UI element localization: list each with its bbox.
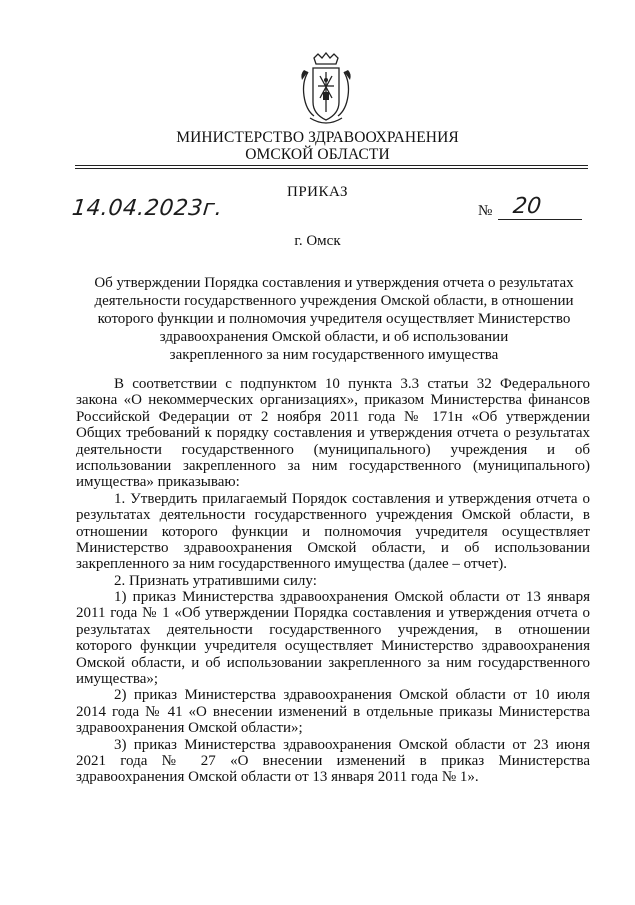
body-line: 1) приказ Министерства здравоохранения Омской области от 13 января bbox=[114, 589, 590, 606]
body-line: 3) приказ Министерства здравоохранения Омской области от 23 июня bbox=[114, 736, 590, 753]
city: г. Омск bbox=[294, 233, 341, 249]
title-line: которого функции и полномочия учредителя осуществляет Министерство bbox=[97, 311, 571, 327]
title-line: здравоохранения Омской области, и об использовании bbox=[159, 329, 509, 345]
number-sign: № bbox=[478, 203, 493, 219]
body-line: имущества»; bbox=[76, 671, 159, 688]
body-line: В соответствии с подпунктом 10 пункта 3.3 статьи 32 Федерального bbox=[114, 376, 590, 392]
body-line: результатах деятельности государственного учреждения Омской области, в bbox=[76, 507, 590, 524]
body-line: 2021 года № 27 «О внесении изменений в приказ Министерства bbox=[76, 752, 590, 769]
ministry-name-line1: МИНИСТЕРСТВО ЗДРАВООХРАНЕНИЯ bbox=[176, 129, 459, 146]
ministry-name-line2: ОМСКОЙ ОБЛАСТИ bbox=[245, 146, 390, 163]
body-line: 1. Утвердить прилагаемый Порядок составления и утверждения отчета о bbox=[114, 490, 590, 507]
coat-of-arms-emblem bbox=[296, 52, 356, 128]
body-line: здравоохранения Омской области»; bbox=[76, 720, 303, 737]
body-line: 2011 года № 1 «Об утверждении Порядка составления и утверждения отчета о bbox=[76, 605, 590, 622]
body-line: Общих требований к порядку составления и утверждения отчета о результатах bbox=[76, 425, 590, 442]
body-line: имущества» приказываю: bbox=[76, 474, 240, 491]
body-line: использовании закрепленного за ним государственного (муниципального) bbox=[76, 457, 590, 474]
body-line: Омской области, и об использовании закрепленного за ним государственного bbox=[76, 654, 590, 671]
order-body bbox=[76, 376, 590, 786]
title-line: деятельности государственного учреждения Омской области, в отношении bbox=[94, 293, 574, 309]
body-line: закрепленного за ним государственного имущества (далее – отчет). bbox=[76, 556, 508, 573]
body-line: здравоохранения Омской области от 13 января 2011 года № 1». bbox=[76, 769, 479, 786]
order-title bbox=[78, 274, 590, 364]
body-line: деятельности государственного (муниципального) учреждения и об bbox=[76, 441, 590, 458]
body-line: 2. Признать утратившими силу: bbox=[114, 572, 317, 589]
number-underline bbox=[498, 219, 582, 220]
body-line: результатах деятельности государственного учреждения, в отношении bbox=[76, 621, 590, 638]
body-line: которого функции учредителя осуществляет Министерство здравоохранения bbox=[76, 638, 590, 655]
body-line: Российской Федерации от 2 ноября 2011 года № 171н «Об утверждении bbox=[76, 408, 590, 425]
body-line: закона «О некоммерческих организациях», приказом Министерства финансов bbox=[76, 392, 590, 409]
handwritten-number: 20 bbox=[511, 194, 543, 219]
body-line: Министерство здравоохранения Омской области, и об использовании bbox=[76, 539, 590, 556]
document-type: ПРИКАЗ bbox=[287, 184, 348, 200]
body-line: 2014 года № 41 «О внесении изменений в отдельные приказы Министерства bbox=[76, 703, 590, 720]
body-line: отношении которого функции и полномочия учредителя осуществляет bbox=[76, 523, 590, 540]
header-rule-bottom bbox=[75, 168, 588, 169]
title-line: закрепленного за ним государственного имущества bbox=[169, 347, 499, 363]
title-line: Об утверждении Порядка составления и утверждения отчета о результатах bbox=[94, 275, 574, 291]
header-rule-top bbox=[75, 165, 588, 166]
handwritten-date: 14.04.2023г. bbox=[70, 196, 224, 221]
body-line: 2) приказ Министерства здравоохранения Омской области от 10 июля bbox=[114, 687, 590, 704]
